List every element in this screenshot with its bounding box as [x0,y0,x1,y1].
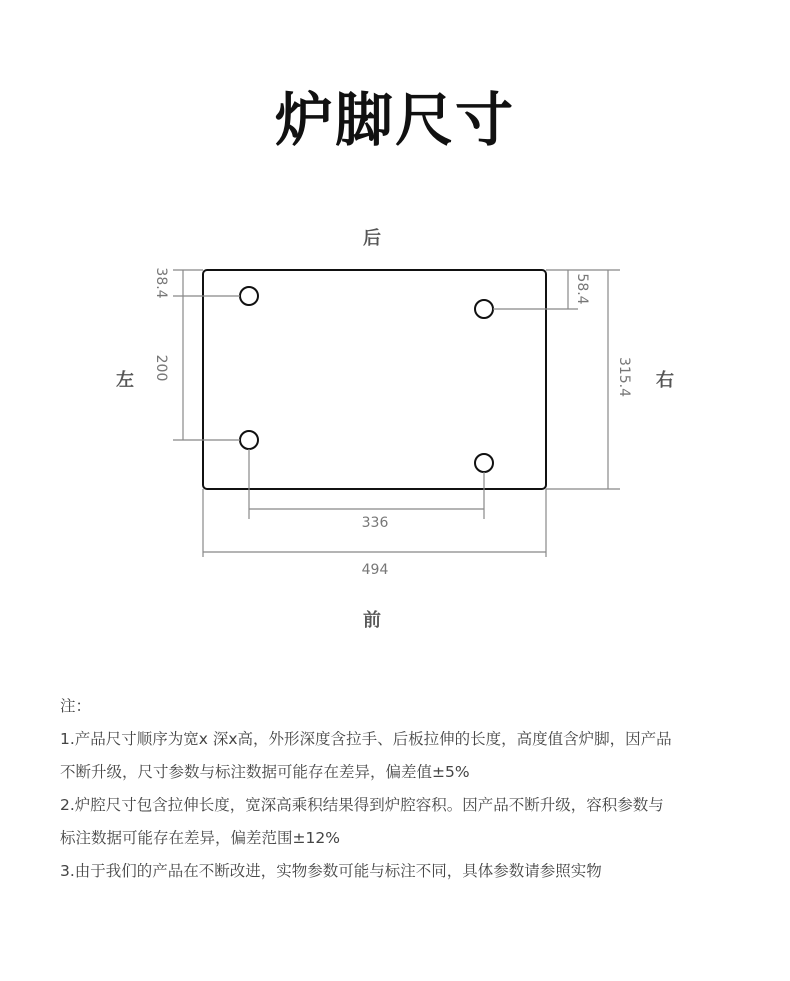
dim-top-right-offset: 58.4 [574,273,590,305]
dim-top-left-offset: 38.4 [153,267,169,299]
notes-line-4: 标注数据可能存在差异，偏差范围±12% [60,829,340,847]
foot-back-right [475,300,493,318]
foot-front-left [240,431,258,449]
dim-left-foot-spacing: 200 [153,354,169,382]
right-dimension-lines [493,270,620,489]
notes-line-1: 1.产品尺寸顺序为宽x 深x高，外形深度含拉手、后板拉伸的长度，高度值含炉脚，因产品 [60,730,672,748]
notes-section [60,690,760,888]
dim-foot-width-spacing: 336 [361,515,389,531]
foot-front-right [475,454,493,472]
direction-back-label: 后 [363,228,381,249]
bottom-dimension-lines [203,449,546,557]
foot-back-left [240,287,258,305]
direction-front-label: 前 [363,610,381,631]
notes-line-2: 不断升级，尺寸参数与标注数据可能存在差异，偏差值±5% [60,763,470,781]
left-dimension-lines [173,270,240,440]
notes-line-5: 3.由于我们的产品在不断改进，实物参数可能与标注不同，具体参数请参照实物 [60,862,602,880]
dim-total-width: 494 [361,562,389,578]
direction-left-label: 左 [116,370,134,391]
notes-line-3: 2.炉腔尺寸包含拉伸长度，宽深高乘积结果得到炉腔容积。因产品不断升级，容积参数与 [60,796,664,814]
direction-right-label: 右 [656,370,674,391]
notes-heading: 注： [60,697,92,715]
dim-total-depth: 315.4 [616,356,632,398]
page-title: 炉脚尺寸 [274,86,515,154]
